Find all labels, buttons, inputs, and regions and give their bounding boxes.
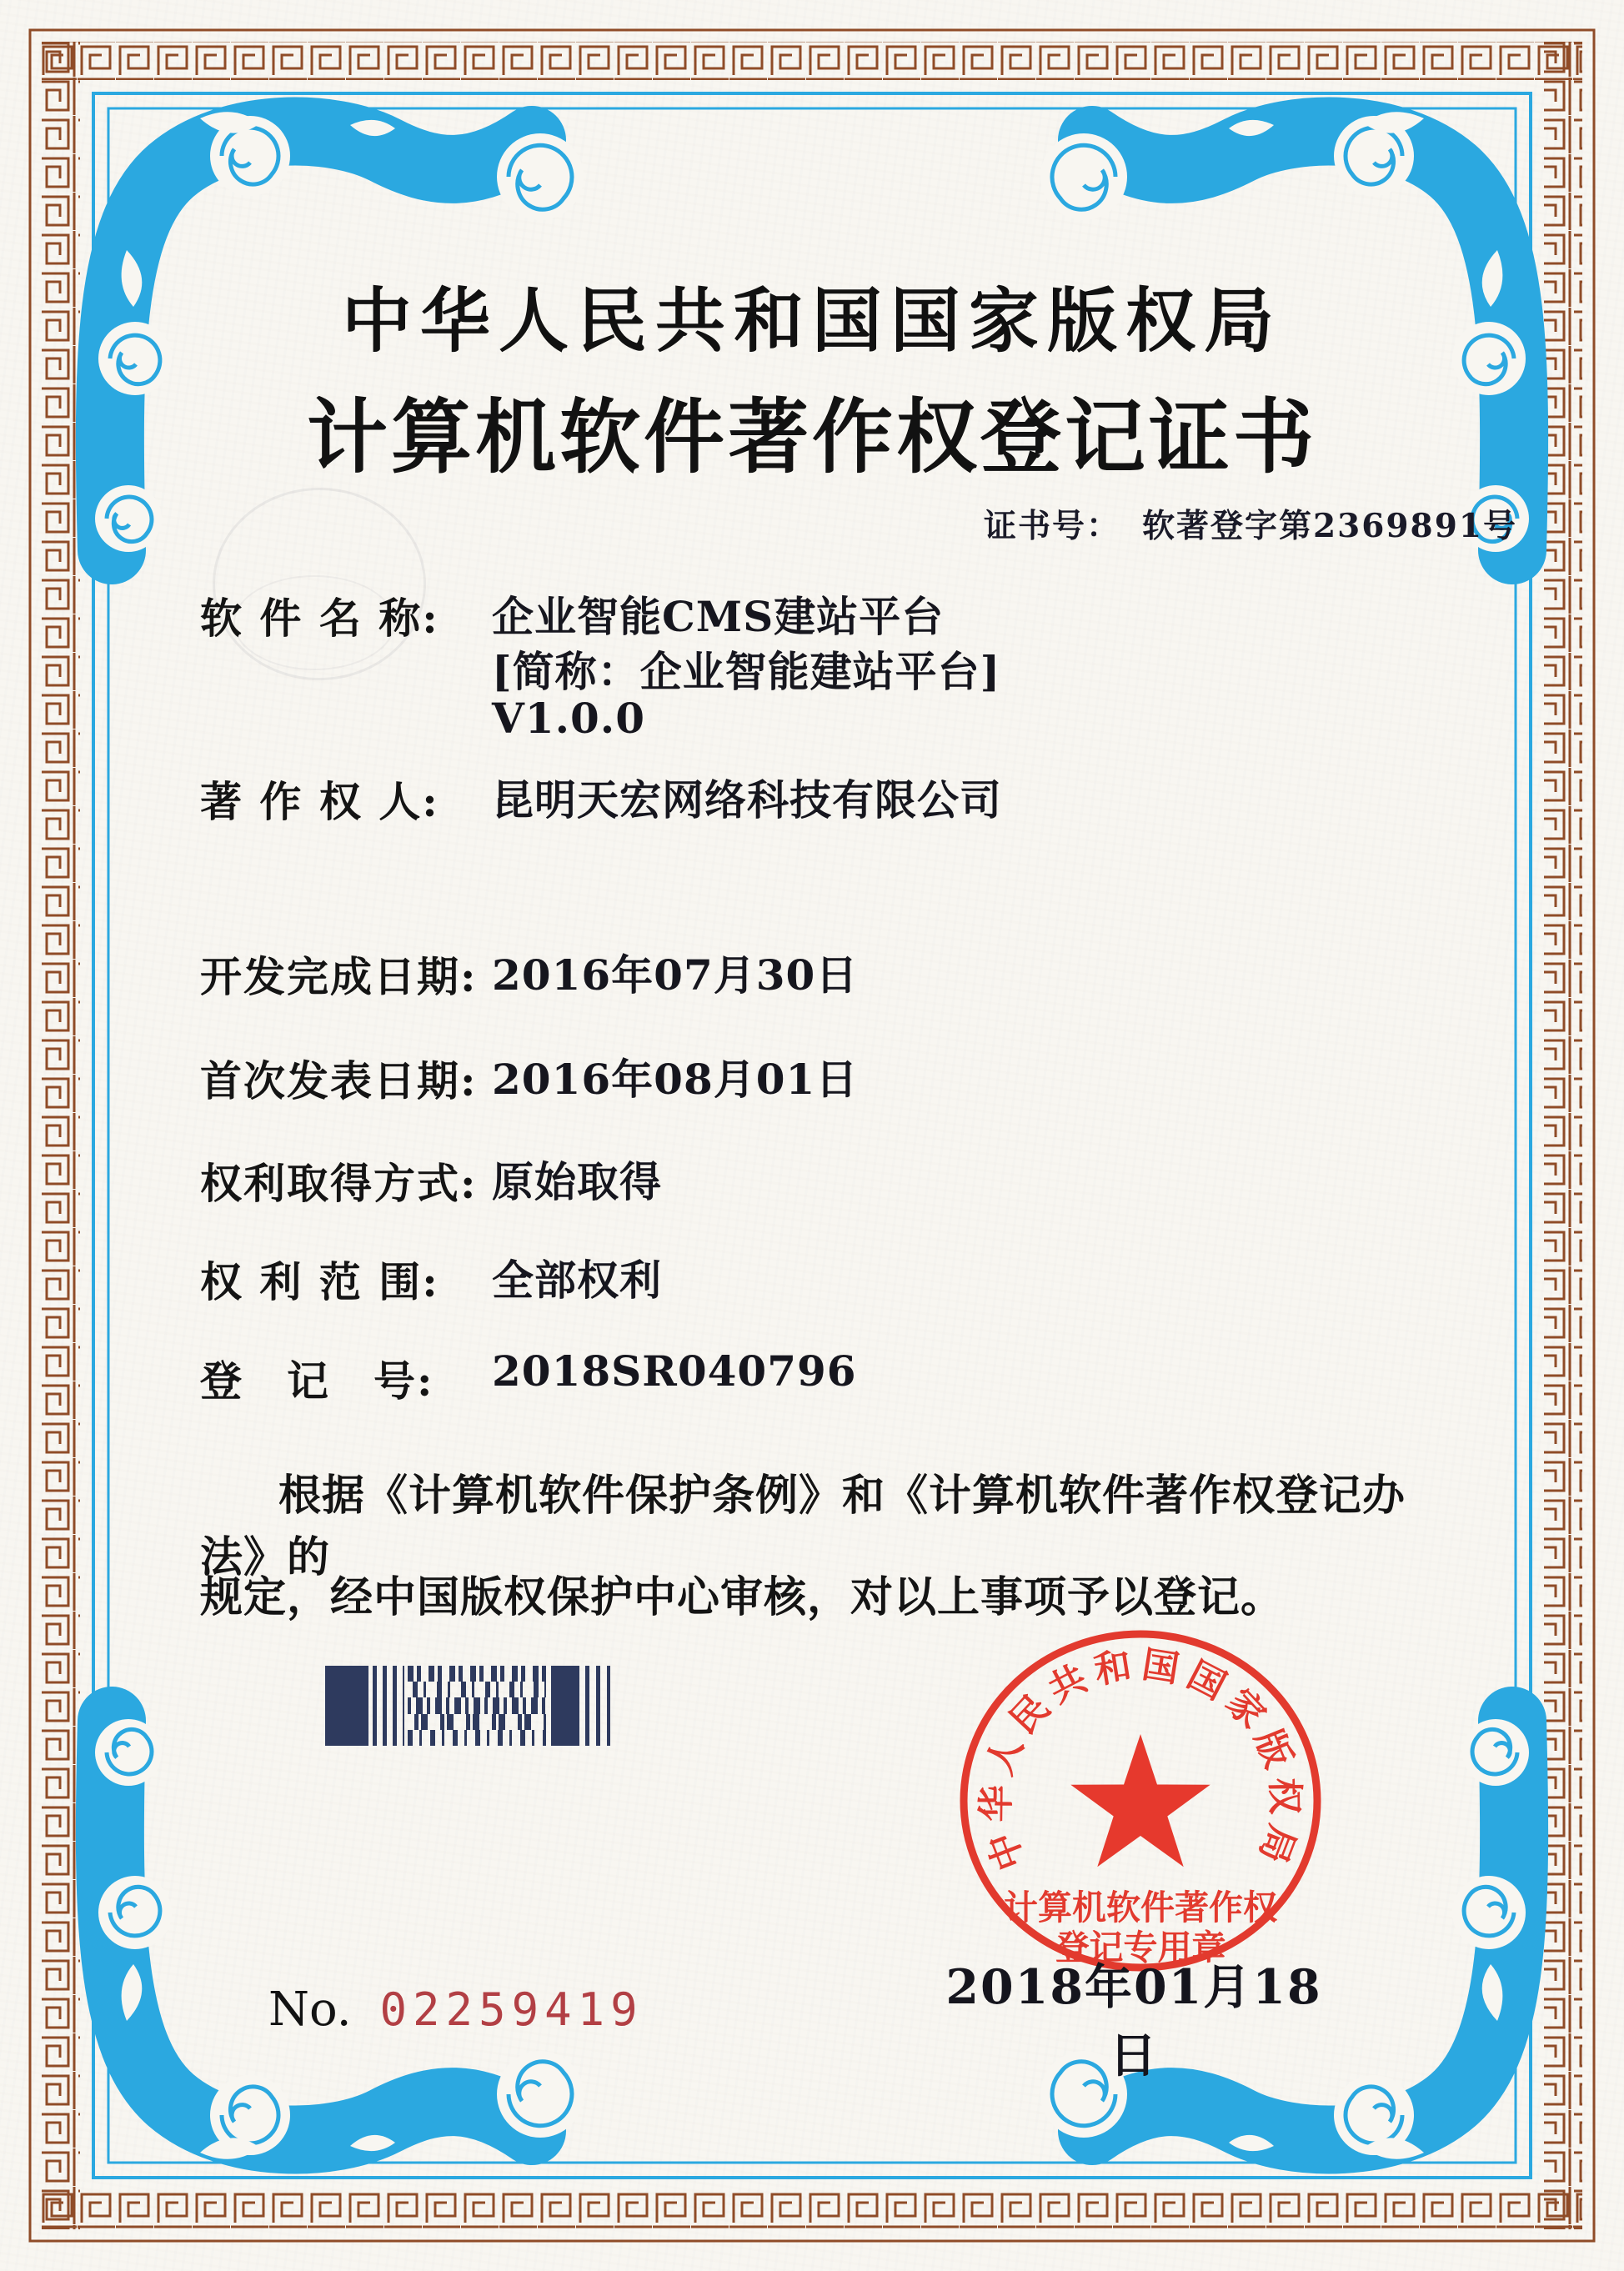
barcode-guard-bar — [551, 1666, 579, 1746]
field-label-software-name: 软 件 名 称: — [200, 594, 439, 643]
certificate-title: 计算机软件著作权登记证书 — [307, 389, 1317, 484]
seal-arc-text: 中华人民共和国国家版权局 — [975, 1643, 1306, 1876]
certificate-number-label: 证书号： — [984, 507, 1121, 545]
meander-right — [1544, 42, 1582, 2229]
field-value-software-version: V1.0.0 — [492, 694, 645, 743]
barcode-stripes — [585, 1666, 610, 1746]
field-label-first-publish-date: 首次发表日期: — [200, 1056, 478, 1105]
barcode-guard-bar — [325, 1666, 368, 1746]
field-label-rights-scope: 权 利 范 围: — [200, 1257, 439, 1306]
serial-number-value: 02259419 — [379, 1983, 644, 2036]
authority-title: 中华人民共和国国家版权局 — [341, 279, 1282, 362]
seal-text-line2: 登记专用章 — [1055, 1928, 1226, 1968]
field-label-rights-acquisition: 权利取得方式: — [200, 1159, 478, 1208]
field-value-copyright-owner: 昆明天宏网络科技有限公司 — [492, 775, 1002, 825]
serial-number-label: No. — [268, 1983, 352, 2037]
field-value-first-publish-date: 2016年08月01日 — [492, 1055, 859, 1104]
field-value-dev-complete-date: 2016年07月30日 — [492, 950, 859, 1000]
star-icon — [1070, 1734, 1210, 1867]
barcode-data-modules — [408, 1666, 546, 1746]
barcode-image — [325, 1666, 610, 1746]
certificate-number-value: 软著登字第2369891号 — [1142, 507, 1517, 545]
seal-text-line1: 计算机软件著作权 — [1004, 1887, 1277, 1928]
field-label-copyright-owner: 著 作 权 人: — [200, 777, 439, 826]
field-value-software-name: 企业智能CMS建站平台 — [492, 592, 945, 641]
meander-left — [42, 42, 80, 2229]
serial-number-row — [268, 1983, 644, 2037]
barcode-stripes — [373, 1666, 404, 1746]
meander-top — [42, 42, 1582, 80]
field-label-registration-number: 登 记 号: — [200, 1356, 434, 1406]
statement-line-2: 规定，经中国版权保护中心审核，对以上事项予以登记。 — [200, 1572, 1285, 1622]
statement-line-1: 根据《计算机软件保护条例》和《计算机软件著作权登记办法》的 — [200, 1471, 1406, 1582]
seal-date: 2018年01月18日 — [945, 1959, 1322, 2083]
field-value-rights-acquisition: 原始取得 — [492, 1157, 662, 1206]
field-value-rights-scope: 全部权利 — [492, 1256, 662, 1305]
certificate-number-row — [984, 500, 1517, 547]
field-value-registration-number: 2018SR040796 — [492, 1346, 857, 1396]
field-label-dev-complete-date: 开发完成日期: — [200, 952, 478, 1001]
field-value-software-shortname: [简称：企业智能建站平台] — [492, 647, 1001, 696]
meander-bottom — [42, 2191, 1582, 2229]
